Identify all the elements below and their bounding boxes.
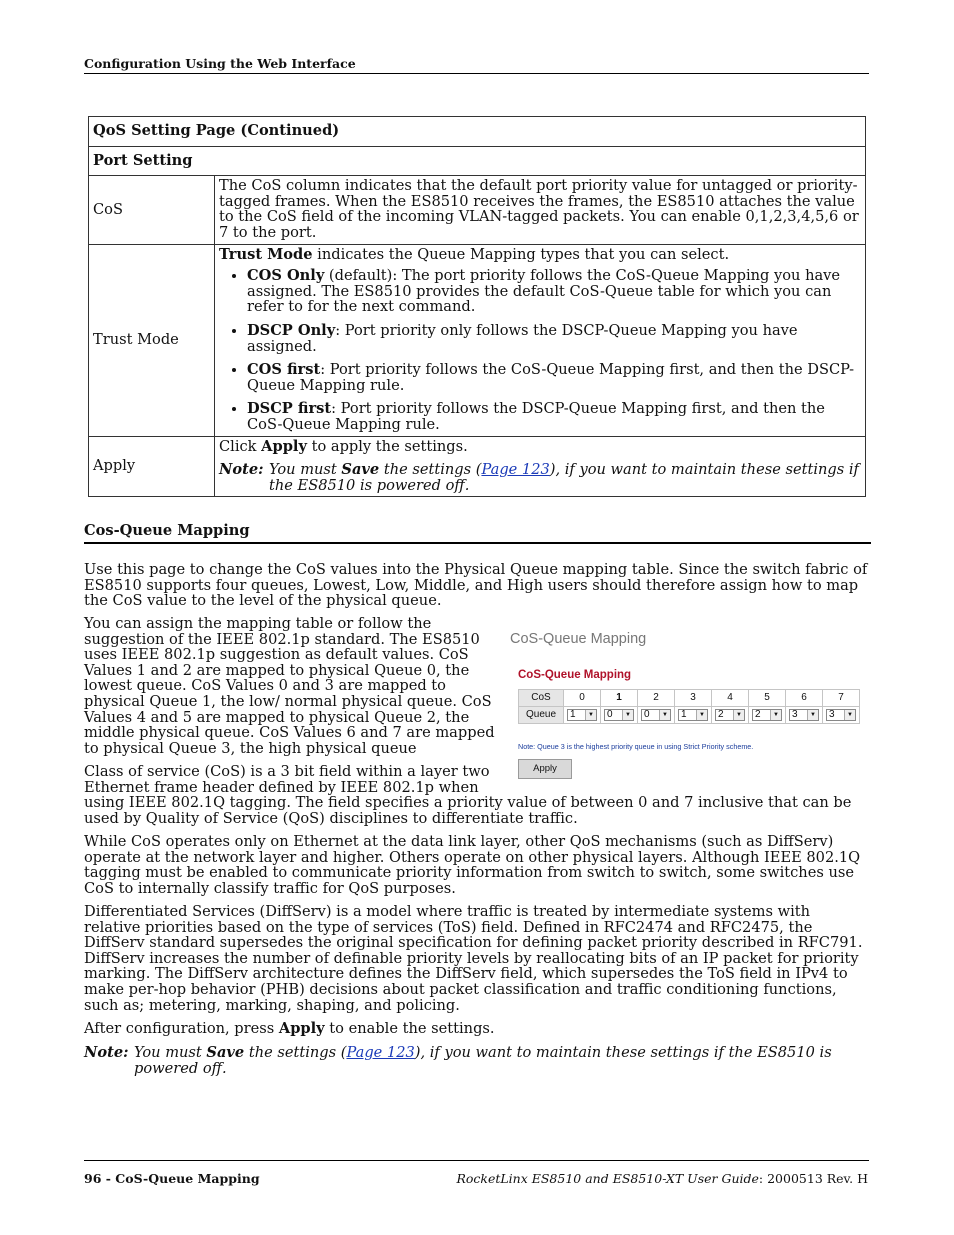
cos-value: 2 — [638, 690, 675, 707]
chevron-down-icon: ▼ — [807, 710, 818, 720]
screenshot-page-title: CoS-Queue Mapping — [510, 631, 647, 647]
queue-select[interactable]: 0 ▼ — [604, 709, 634, 721]
queue-select[interactable]: 3 ▼ — [826, 709, 856, 721]
footer-doc-title: RocketLinx ES8510 and ES8510-XT User Guide: 2000513 Rev. H — [456, 1171, 868, 1186]
queue-select[interactable]: 1 ▼ — [567, 709, 597, 721]
save-note: Note: You must Save the settings (Page 123), if you want to maintain these settings if the ES8510 is powered off. — [84, 1044, 832, 1077]
cos-value: 4 — [712, 690, 749, 707]
chevron-down-icon: ▼ — [585, 710, 596, 720]
footer-rule — [84, 1160, 869, 1161]
list-item: • COS first: Port priority follows the CoS-Queue Mapping first, and then the DSCP-Queue Mapping rule. — [247, 362, 860, 393]
cos-value: 0 — [564, 690, 601, 707]
chevron-down-icon: ▼ — [622, 710, 633, 720]
paragraph-intro: Use this page to change the CoS values into the Physical Queue mapping table. Since the switch fabric of ES8510 supports four queues, Lowest, Low, Middle, and High users should therefore assign how to map the CoS value to the level of the physical queue. — [84, 561, 868, 610]
table-section-port-setting: Port Setting — [89, 146, 866, 176]
header-rule — [84, 73, 869, 74]
chevron-down-icon: ▼ — [770, 710, 781, 720]
row-label-trust-mode: Trust Mode — [89, 244, 215, 436]
table-title: QoS Setting Page (Continued) — [89, 117, 866, 147]
chevron-down-icon: ▼ — [733, 710, 744, 720]
paragraph-diffserv: Differentiated Services (DiffServ) is a model where traffic is treated by intermediate systems with relative priorities based on the type of services (ToS) field. Defined in RFC2474 and RFC2475, the DiffServ standard supersedes the original specification for defining packet priority described in RFC791. DiffServ increases the number of definable priority levels by reallocating bits of an IP packet for priority marking. The DiffServ architecture defines the DiffServ field, which supersedes the ToS field in IPv4 to make per-hop behavior (PHB) decisions about packet classification and traffic conditioning functions, such as; metering, marking, shaping, and policing. — [84, 903, 863, 1014]
section-title: Cos-Queue Mapping — [84, 522, 250, 539]
trust-mode-intro: Trust Mode indicates the Queue Mapping types that you can select. — [219, 245, 730, 263]
page-link[interactable]: Page 123 — [481, 461, 550, 479]
apply-button[interactable]: Apply — [518, 759, 572, 779]
paragraph-cos-b: using IEEE 802.1Q tagging. The field specifies a priority value of between 0 and 7 inclusive that can be used by Quality of Service (QoS) disciplines to differentiate traffic. — [84, 794, 852, 827]
screenshot-panel-title: CoS-Queue Mapping — [518, 669, 632, 681]
list-item: • DSCP Only: Port priority only follows the DSCP-Queue Mapping you have assigned. — [247, 323, 860, 354]
cos-value: 7 — [823, 690, 860, 707]
paragraph-cos-ethernet: While CoS operates only on Ethernet at the data link layer, other QoS mechanisms (such as DiffServ) operate at the network layer and higher. Others operate on other physical layers. Although IEEE 802.1Q tagging must be enabled to communicate priority information from switch to switch, some switches use CoS to internally classify traffic for QoS purposes. — [84, 833, 861, 897]
queue-select[interactable]: 2 ▼ — [752, 709, 782, 721]
cos-value: 6 — [786, 690, 823, 707]
row-label-cos: CoS — [89, 176, 215, 244]
table-row-apply — [89, 436, 866, 497]
queue-select[interactable]: 3 ▼ — [789, 709, 819, 721]
row-desc-trust-mode — [215, 244, 866, 436]
row-desc-apply: Click Apply to apply the settings. Note: You must Save the settings (Page 123), if you want to maintain these settings if the ES8510 is powered off. — [215, 436, 866, 497]
apply-note: Note: You must Save the settings (Page 123), if you want to maintain these settings if the ES8510 is powered off. — [219, 461, 859, 494]
page-link[interactable]: Page 123 — [346, 1044, 415, 1061]
paragraph-mapping: You can assign the mapping table or follow the suggestion of the IEEE 802.1p standard. The ES8510 uses IEEE 802.1p suggestion as default values. CoS Values 1 and 2 are mapped to physical Queue 0, the lowest queue. CoS Values 0 and 3 are mapped to physical Queue 1, the low/ normal physical queue. CoS Values 4 and 5 are mapped to physical Queue 2, the middle physical queue. CoS Values 6 and 7 are mapped to physical Queue 3, the high physical queue — [84, 615, 495, 757]
trust-mode-list — [219, 268, 860, 432]
screenshot-note: Note: Queue 3 is the highest priority queue in using Strict Priority scheme. — [518, 742, 754, 751]
cos-queue-grid — [518, 689, 860, 724]
list-item: • DSCP first: Port priority follows the DSCP-Queue Mapping first, and then the CoS-Queue Mapping rule. — [247, 401, 860, 432]
queue-select[interactable]: 0 ▼ — [641, 709, 671, 721]
cos-value: 3 — [675, 690, 712, 707]
chevron-down-icon: ▼ — [696, 710, 707, 720]
running-header: Configuration Using the Web Interface — [84, 56, 356, 71]
footer-page-label: 96 - CoS-Queue Mapping — [84, 1171, 260, 1186]
paragraph-cos-a: Class of service (CoS) is a 3 bit field within a layer two Ethernet frame header defined by IEEE 802.1p when — [84, 763, 490, 796]
queue-select[interactable]: 1 ▼ — [678, 709, 708, 721]
queue-select[interactable]: 2 ▼ — [715, 709, 745, 721]
list-item: • COS Only (default): The port priority follows the CoS-Queue Mapping you have assigned. The ES8510 provides the default CoS-Queue table for which you can refer to for the next command. — [247, 268, 860, 315]
chevron-down-icon: ▼ — [659, 710, 670, 720]
chevron-down-icon: ▼ — [844, 710, 855, 720]
section-rule — [84, 542, 871, 544]
row-label-apply: Apply — [89, 436, 215, 497]
row-desc-cos: The CoS column indicates that the default port priority value for untagged or priority-tagged frames. When the ES8510 receives the frames, the ES8510 attaches the value to the CoS field of the incoming VLAN-tagged packets. You can enable 0,1,2,3,4,5,6 or 7 to the port. — [215, 176, 866, 244]
paragraph-after-config: After configuration, press Apply to enable the settings. — [84, 1020, 495, 1037]
cos-value: 5 — [749, 690, 786, 707]
cos-row-label: CoS — [519, 690, 564, 707]
cos-queue-mapping-screenshot — [508, 628, 868, 783]
table-row-trust-mode — [89, 244, 866, 436]
queue-row-label: Queue — [519, 707, 564, 724]
table-row-cos — [89, 176, 866, 244]
cos-value: 1 — [601, 690, 638, 707]
qos-setting-table — [88, 116, 866, 497]
